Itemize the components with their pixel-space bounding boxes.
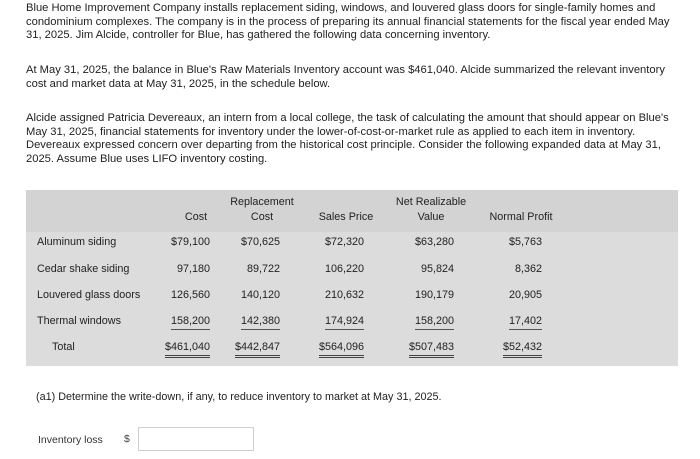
header-cost: Cost [184,211,208,223]
header-replacement-line2: Cost [250,211,274,223]
row-item-label: Louvered glass doors [37,289,141,301]
header-normal-profit: Normal Profit [489,211,553,223]
row-sales: $72,320 [324,236,364,248]
row-profit: 20,905 [508,289,542,301]
row-nrv: 190,179 [414,289,454,301]
total-label: Total [52,341,75,353]
row-nrv: 95,824 [420,263,454,275]
currency-symbol: $ [124,433,130,445]
header-sales-price: Sales Price [318,211,374,223]
row-cost: 126,560 [170,289,210,301]
row-nrv: 158,200 [415,315,454,330]
row-profit: 8,362 [514,263,542,275]
row-item-label: Thermal windows [37,315,122,327]
row-cost: 158,200 [171,315,210,330]
header-nrv-line1: Net Realizable [395,196,467,208]
total-nrv: $507,483 [409,341,454,358]
header-nrv-line2: Value [417,211,445,223]
total-cost: $461,040 [165,341,210,358]
intro-paragraph: Blue Home Improvement Company installs replacement siding, windows, and louvered glass doors for single-family homes and condominium complexes. The company is in the process of preparing its annual financial statements for the fiscal year ended May 31, 2025. Jim Alcide, controller for Blue, has gathered the following data concerning inventory. [26,2,670,41]
total-replacement: $442,847 [235,341,280,358]
row-replacement: 89,722 [246,263,280,275]
row-sales: 210,632 [324,289,364,301]
row-replacement: 140,120 [240,289,280,301]
total-sales: $564,096 [319,341,364,358]
row-profit: $5,763 [508,236,542,248]
balance-paragraph: At May 31, 2025, the balance in Blue's Raw Materials Inventory account was $461,040. Alcide summarized the relevant inventory cost and market data at May 31, 2025, in the schedule below. [26,64,665,90]
total-profit: $52,432 [503,341,542,358]
row-sales: 106,220 [324,263,364,275]
row-item-label: Aluminum siding [37,236,117,248]
row-cost: $79,100 [170,236,210,248]
inventory-table [26,190,678,366]
assignment-paragraph: Alcide assigned Patricia Devereaux, an intern from a local college, the task of calculating the amount that should appear on Blue's May 31, 2025, financial statements for inventory under the lower-of-cost-or-market rule as applied to each item in inventory. Devereaux expressed concern over departing from the historical cost principle. Consider the following expanded data at May 31, 2025. Assume Blue uses LIFO inventory costing. [26,112,669,165]
inventory-loss-label: Inventory loss [38,434,103,446]
row-sales: 174,924 [325,315,364,330]
row-nrv: $63,280 [414,236,454,248]
question-a1: (a1) Determine the write-down, if any, to reduce inventory to market at May 31, 2025. [36,391,442,403]
inventory-loss-input[interactable] [138,427,254,451]
row-profit: 17,402 [509,315,542,330]
row-item-label: Cedar shake siding [37,263,130,275]
row-cost: 97,180 [176,263,210,275]
row-replacement: $70,625 [240,236,280,248]
row-replacement: 142,380 [241,315,280,330]
header-replacement-line1: Replacement [230,196,294,208]
